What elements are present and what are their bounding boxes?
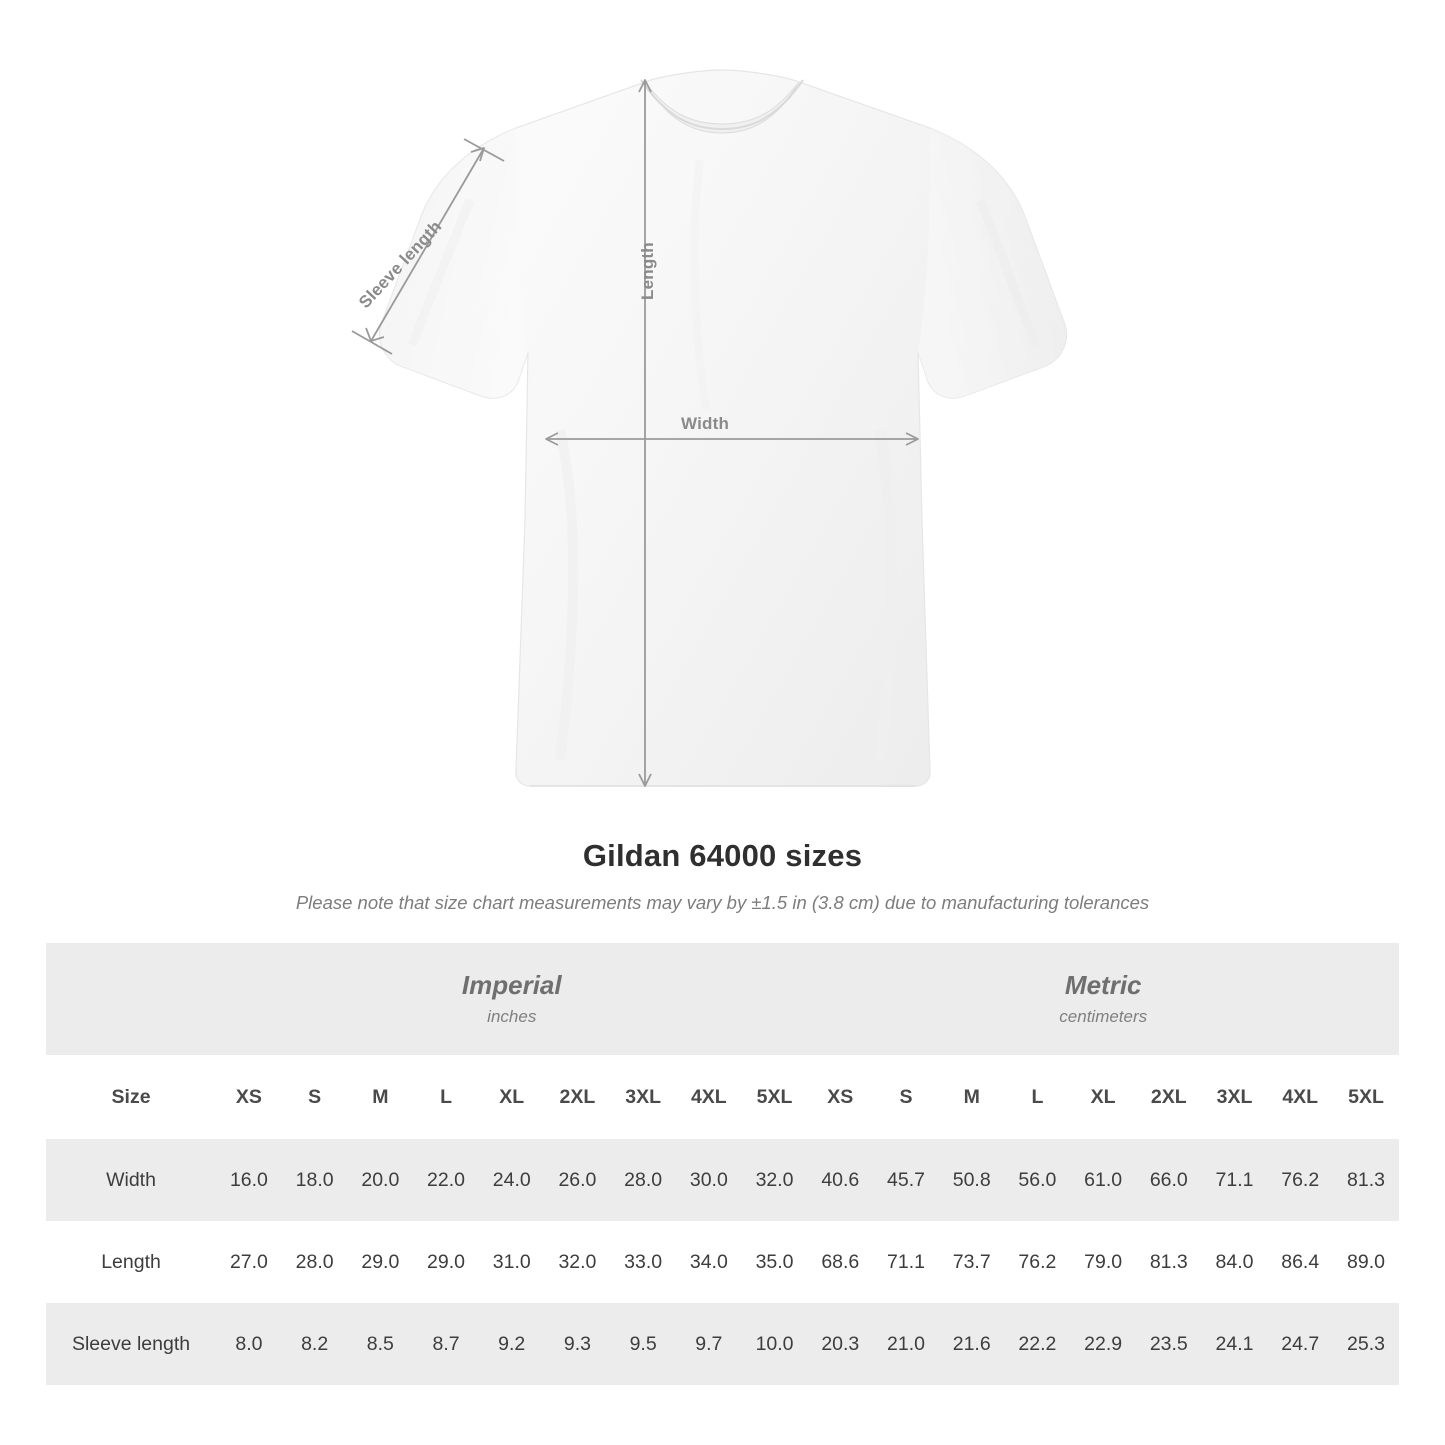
- cell-length-met-7: 86.4: [1267, 1221, 1333, 1303]
- size-col-9: XS: [807, 1055, 873, 1139]
- length-dimension-label: Length: [638, 242, 657, 300]
- size-col-12: L: [1005, 1055, 1071, 1139]
- cell-width-imp-3: 22.0: [413, 1139, 479, 1221]
- unit-header-spacer: [46, 943, 216, 1055]
- size-header-row: [46, 1055, 1399, 1139]
- cell-width-met-2: 50.8: [939, 1139, 1005, 1221]
- row-label-sleeve-length: Sleeve length: [46, 1303, 216, 1385]
- unit-sub-imperial: inches: [487, 1006, 537, 1026]
- right-sleeve: [918, 128, 1066, 398]
- table-row: [46, 1221, 1399, 1303]
- cell-length-imp-2: 29.0: [347, 1221, 413, 1303]
- size-table: [46, 943, 1399, 1385]
- size-col-14: 2XL: [1136, 1055, 1202, 1139]
- cell-width-met-6: 71.1: [1202, 1139, 1268, 1221]
- cell-sleeve-met-4: 22.9: [1070, 1303, 1136, 1385]
- cell-length-met-2: 73.7: [939, 1221, 1005, 1303]
- cell-length-met-0: 68.6: [807, 1221, 873, 1303]
- cell-sleeve-imp-1: 8.2: [282, 1303, 348, 1385]
- size-col-7: 4XL: [676, 1055, 742, 1139]
- size-col-10: S: [873, 1055, 939, 1139]
- cell-length-imp-5: 32.0: [545, 1221, 611, 1303]
- cell-width-met-1: 45.7: [873, 1139, 939, 1221]
- cell-width-imp-1: 18.0: [282, 1139, 348, 1221]
- page-title: Gildan 64000 sizes: [582, 838, 863, 873]
- cell-sleeve-met-1: 21.0: [873, 1303, 939, 1385]
- size-col-8: 5XL: [742, 1055, 808, 1139]
- title-block: [0, 838, 1445, 914]
- table-row: [46, 1139, 1399, 1221]
- cell-sleeve-met-5: 23.5: [1136, 1303, 1202, 1385]
- cell-sleeve-met-0: 20.3: [807, 1303, 873, 1385]
- cell-sleeve-met-8: 25.3: [1333, 1303, 1399, 1385]
- cell-width-imp-8: 32.0: [742, 1139, 808, 1221]
- size-col-2: M: [347, 1055, 413, 1139]
- cell-length-met-3: 76.2: [1005, 1221, 1071, 1303]
- cell-length-imp-8: 35.0: [742, 1221, 808, 1303]
- cell-length-imp-0: 27.0: [216, 1221, 282, 1303]
- cell-length-met-5: 81.3: [1136, 1221, 1202, 1303]
- unit-header-row: [46, 943, 1399, 1055]
- cell-width-imp-2: 20.0: [347, 1139, 413, 1221]
- size-col-16: 4XL: [1267, 1055, 1333, 1139]
- cell-width-met-0: 40.6: [807, 1139, 873, 1221]
- size-col-17: 5XL: [1333, 1055, 1399, 1139]
- cell-sleeve-imp-6: 9.5: [610, 1303, 676, 1385]
- cell-length-imp-3: 29.0: [413, 1221, 479, 1303]
- sleeve-length-dimension-label: Sleeve length: [355, 216, 446, 312]
- size-col-0: XS: [216, 1055, 282, 1139]
- cell-width-imp-0: 16.0: [216, 1139, 282, 1221]
- size-col-11: M: [939, 1055, 1005, 1139]
- unit-name-metric: Metric: [1064, 970, 1142, 1001]
- cell-length-imp-6: 33.0: [610, 1221, 676, 1303]
- cell-length-met-4: 79.0: [1070, 1221, 1136, 1303]
- cell-width-met-4: 61.0: [1070, 1139, 1136, 1221]
- width-dimension-label: Width: [681, 414, 730, 433]
- cell-sleeve-met-3: 22.2: [1005, 1303, 1071, 1385]
- cell-sleeve-imp-2: 8.5: [347, 1303, 413, 1385]
- size-col-1: S: [282, 1055, 348, 1139]
- unit-header-imperial: [216, 943, 807, 1055]
- cell-length-met-1: 71.1: [873, 1221, 939, 1303]
- cell-sleeve-imp-0: 8.0: [216, 1303, 282, 1385]
- cell-width-imp-7: 30.0: [676, 1139, 742, 1221]
- cell-sleeve-met-7: 24.7: [1267, 1303, 1333, 1385]
- cell-sleeve-imp-7: 9.7: [676, 1303, 742, 1385]
- table-row: [46, 1303, 1399, 1385]
- cell-length-met-6: 84.0: [1202, 1221, 1268, 1303]
- size-col-15: 3XL: [1202, 1055, 1268, 1139]
- cell-width-met-8: 81.3: [1333, 1139, 1399, 1221]
- size-col-3: L: [413, 1055, 479, 1139]
- cell-sleeve-met-6: 24.1: [1202, 1303, 1268, 1385]
- cell-sleeve-met-2: 21.6: [939, 1303, 1005, 1385]
- unit-sub-metric: centimeters: [1059, 1006, 1148, 1026]
- tolerance-note: Please note that size chart measurements may vary by ±1.5 in (3.8 cm) due to manufacturing tolerances: [295, 892, 1150, 913]
- cell-width-met-7: 76.2: [1267, 1139, 1333, 1221]
- cell-length-met-8: 89.0: [1333, 1221, 1399, 1303]
- row-label-length: Length: [46, 1221, 216, 1303]
- cell-sleeve-imp-3: 8.7: [413, 1303, 479, 1385]
- size-col-4: XL: [479, 1055, 545, 1139]
- size-table-wrapper: [46, 943, 1399, 1385]
- cell-sleeve-imp-5: 9.3: [545, 1303, 611, 1385]
- row-label-width: Width: [46, 1139, 216, 1221]
- size-col-5: 2XL: [545, 1055, 611, 1139]
- cell-width-imp-5: 26.0: [545, 1139, 611, 1221]
- size-header-label: Size: [46, 1055, 216, 1139]
- cell-length-imp-4: 31.0: [479, 1221, 545, 1303]
- cell-sleeve-imp-8: 10.0: [742, 1303, 808, 1385]
- cell-length-imp-7: 34.0: [676, 1221, 742, 1303]
- cell-length-imp-1: 28.0: [282, 1221, 348, 1303]
- cell-sleeve-imp-4: 9.2: [479, 1303, 545, 1385]
- cell-width-met-3: 56.0: [1005, 1139, 1071, 1221]
- cell-width-imp-6: 28.0: [610, 1139, 676, 1221]
- cell-width-met-5: 66.0: [1136, 1139, 1202, 1221]
- cell-width-imp-4: 24.0: [479, 1139, 545, 1221]
- size-col-6: 3XL: [610, 1055, 676, 1139]
- size-col-13: XL: [1070, 1055, 1136, 1139]
- unit-name-imperial: Imperial: [461, 970, 562, 1001]
- unit-header-metric: [807, 943, 1399, 1055]
